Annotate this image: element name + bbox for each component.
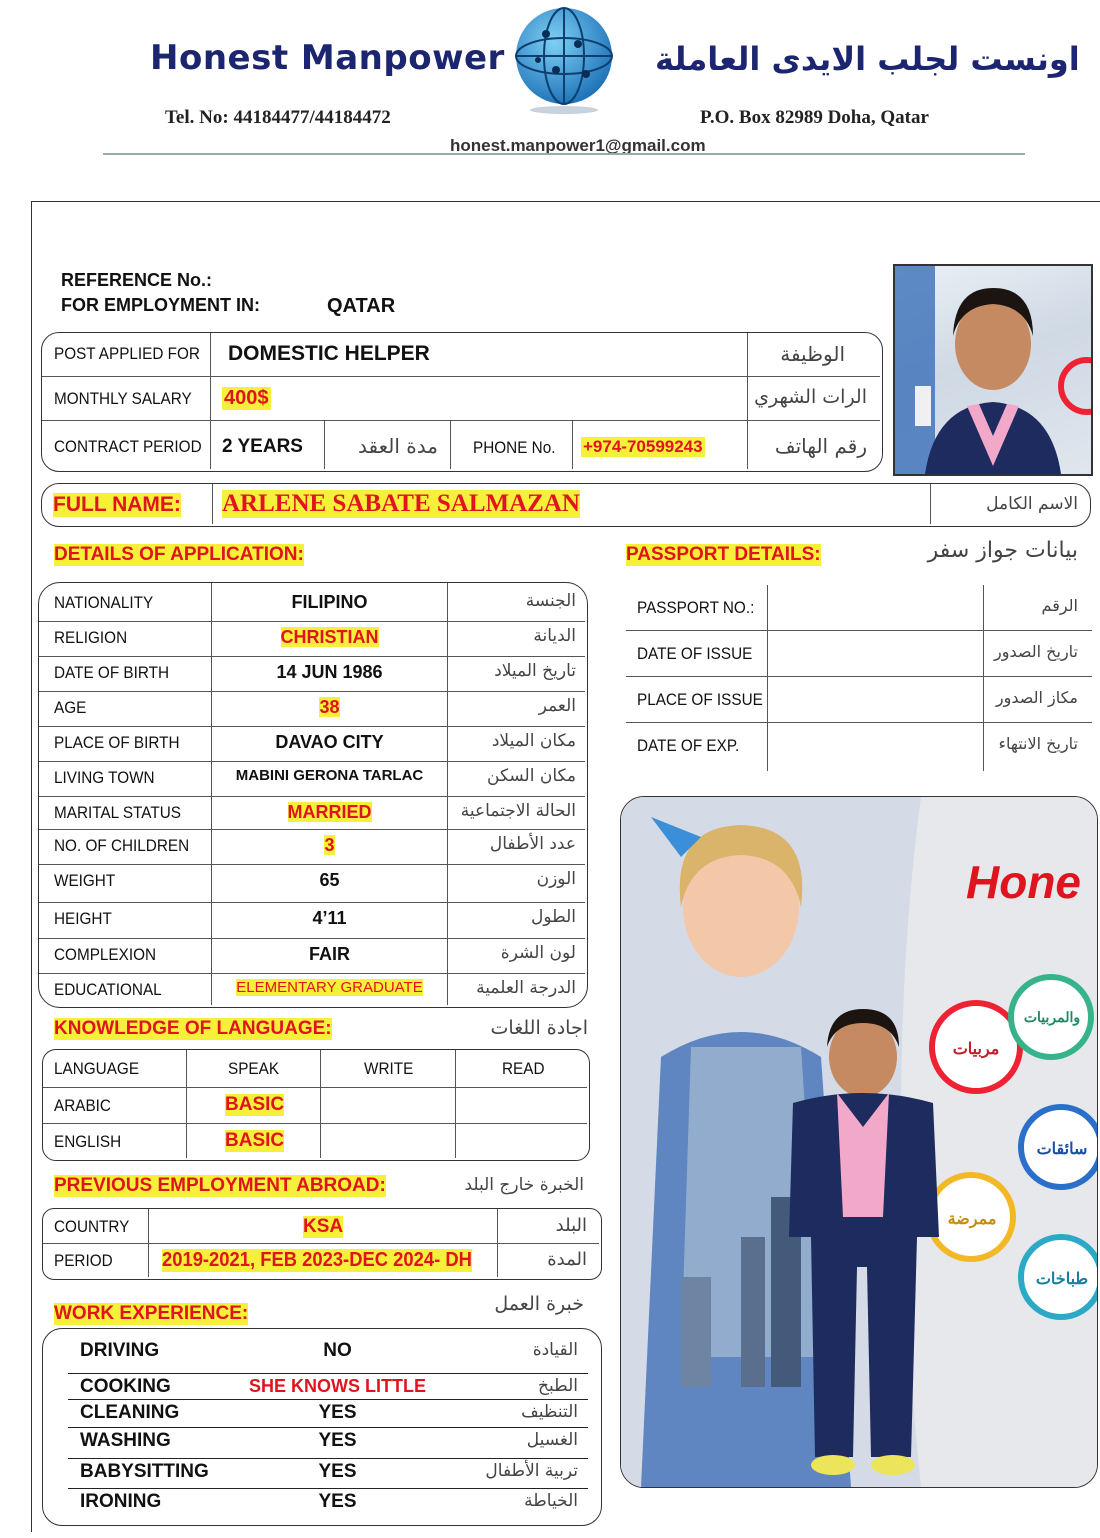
detail-label: WEIGHT	[54, 871, 116, 890]
work-skill-value: YES	[318, 1430, 357, 1451]
detail-value	[212, 870, 447, 891]
detail-value	[212, 767, 447, 784]
header-divider	[103, 153, 1025, 155]
detail-value-text: FAIR	[308, 944, 350, 964]
work-skill-label: DRIVING	[80, 1340, 160, 1361]
detail-label-ar: الحالة الاجتماعية	[460, 801, 576, 821]
phone-label: PHONE No.	[473, 438, 556, 457]
detail-label: LIVING TOWN	[54, 768, 155, 787]
applicant-full-body-photo	[620, 796, 1098, 1488]
passport-field-label-ar: الرقم	[1041, 596, 1078, 615]
passport-field-label-ar: مكاز الصدور	[995, 688, 1078, 707]
language-header-language: LANGUAGE	[54, 1059, 140, 1078]
employment-section-title: PREVIOUS EMPLOYMENT ABROAD:	[54, 1175, 386, 1196]
passport-field-label-ar: تاريخ الانتهاء	[998, 734, 1078, 753]
work-section-title: WORK EXPERIENCE:	[54, 1303, 249, 1324]
detail-label: NATIONALITY	[54, 593, 154, 612]
contract-label-ar: مدة العقد	[358, 434, 438, 458]
detail-label-ar: الجنسة	[525, 591, 576, 611]
detail-value	[212, 592, 447, 613]
detail-value-text: 65	[319, 870, 340, 890]
telephone-number: Tel. No: 44184477/44184472	[165, 107, 391, 128]
full-name-label: FULL NAME:	[53, 493, 181, 516]
work-skill-label: BABYSITTING	[80, 1461, 209, 1482]
work-section-title-ar: خبرة العمل	[494, 1293, 584, 1315]
detail-value-text: 14 JUN 1986	[276, 662, 383, 682]
photo-brand-text: Hone	[966, 856, 1081, 908]
details-section-title: DETAILS OF APPLICATION:	[54, 544, 304, 565]
detail-label: COMPLEXION	[54, 945, 157, 964]
detail-value	[212, 979, 447, 996]
work-skill-value: YES	[318, 1491, 357, 1512]
detail-label-ar: الوزن	[536, 869, 576, 889]
language-section-title-ar: اجادة اللغات	[490, 1017, 588, 1039]
employment-country-label-ar: البلد	[555, 1215, 587, 1236]
language-english: ENGLISH	[54, 1132, 122, 1151]
detail-label-ar: لون الشرة	[500, 943, 576, 963]
detail-value-text: MABINI GERONA TARLAC	[235, 767, 424, 784]
po-box: P.O. Box 82989 Doha, Qatar	[700, 107, 929, 128]
work-skill-value: YES	[318, 1461, 357, 1482]
work-skill-label-ar: التنظيف	[521, 1402, 578, 1422]
arabic-speak-level: BASIC	[225, 1094, 285, 1115]
phone-label-ar: رقم الهاتف	[774, 434, 867, 458]
detail-value-text: MARRIED	[287, 802, 372, 822]
full-name-label-ar: الاسم الكامل	[986, 494, 1078, 514]
detail-label: HEIGHT	[54, 909, 112, 928]
detail-label-ar: الطول	[531, 907, 576, 927]
work-skill-label-ar: الطبخ	[538, 1376, 578, 1396]
post-label: POST APPLIED FOR	[54, 344, 200, 363]
contract-label: CONTRACT PERIOD	[54, 437, 202, 456]
english-speak-level: BASIC	[225, 1130, 285, 1151]
language-header-read: READ	[502, 1059, 545, 1078]
employment-period-value: 2019-2021, FEB 2023-DEC 2024- DH	[162, 1249, 472, 1271]
detail-value-text: CHRISTIAN	[280, 627, 379, 647]
work-skill-label: IRONING	[80, 1491, 162, 1512]
passport-field-label-ar: تاريخ الصدور	[994, 642, 1078, 661]
photo-bubble-nurse: ممرضة	[947, 1211, 997, 1228]
detail-value	[212, 908, 447, 929]
language-arabic: ARABIC	[54, 1096, 111, 1115]
post-value: DOMESTIC HELPER	[228, 342, 430, 365]
employment-period-label: PERIOD	[54, 1251, 113, 1270]
brand-name-en: Honest Manpower	[150, 38, 505, 78]
full-name-value: ARLENE SABATE SALMAZAN	[222, 490, 580, 517]
photo-bubble-drivers: سائقات	[1036, 1141, 1088, 1158]
detail-value	[212, 627, 447, 648]
detail-value	[212, 835, 447, 856]
work-skill-label-ar: الخياطة	[524, 1491, 578, 1511]
language-header-speak: SPEAK	[228, 1059, 280, 1078]
passport-section-title-ar: بيانات جواز سفر	[927, 538, 1078, 563]
detail-value-text: ELEMENTARY GRADUATE	[236, 979, 423, 996]
passport-section-title: PASSPORT DETAILS:	[626, 544, 821, 565]
detail-label: EDUCATIONAL	[54, 980, 162, 999]
detail-value	[212, 732, 447, 753]
detail-label: AGE	[54, 698, 87, 717]
post-label-ar: الوظيفة	[780, 342, 845, 366]
detail-value	[212, 662, 447, 683]
email-address: honest.manpower1@gmail.com	[450, 136, 706, 155]
detail-value	[212, 802, 447, 823]
employment-country-label: COUNTRY	[54, 1217, 130, 1236]
work-skill-label: CLEANING	[80, 1402, 180, 1423]
work-skill-label-ar: تربية الأطفال	[485, 1461, 578, 1481]
detail-value-text: FILIPINO	[291, 592, 368, 612]
photo-bubble-nannies: مربيات	[952, 1041, 1000, 1058]
detail-value-text: 4’11	[312, 908, 347, 928]
detail-label-ar: تاريخ الميلاد	[494, 661, 576, 681]
reference-label: REFERENCE No.:	[61, 270, 213, 290]
detail-label: RELIGION	[54, 628, 128, 647]
work-skill-value: SHE KNOWS LITTLE	[249, 1376, 426, 1396]
language-header-write: WRITE	[364, 1059, 414, 1078]
detail-label: MARITAL STATUS	[54, 803, 181, 822]
passport-field-label: DATE OF ISSUE	[637, 644, 753, 663]
employment-period-label-ar: المدة	[547, 1249, 587, 1270]
work-skill-value: YES	[318, 1402, 357, 1423]
work-skill-label-ar: القيادة	[532, 1340, 578, 1360]
passport-field-label: DATE OF EXP.	[637, 736, 740, 755]
salary-label-ar: الرات الشهري	[754, 386, 867, 408]
detail-label-ar: عدد الأطفال	[489, 834, 576, 854]
detail-label-ar: الديانة	[533, 626, 576, 646]
applicant-portrait-photo	[893, 264, 1093, 476]
photo-bubble-cooks: طباخات	[1035, 1271, 1089, 1288]
brand-name-ar: اونست لجلب الايدى العاملة	[655, 40, 1080, 78]
phone-value: +974-70599243	[583, 437, 703, 456]
employment-label: FOR EMPLOYMENT IN:	[61, 295, 260, 315]
detail-value	[212, 697, 447, 718]
detail-label: DATE OF BIRTH	[54, 663, 170, 682]
detail-label-ar: مكان الميلاد	[491, 731, 576, 751]
employment-section-title-ar: الخبرة خارج البلد	[464, 1175, 584, 1195]
detail-label-ar: مكان السكن	[487, 766, 576, 786]
detail-label-ar: الدرجة العلمية	[476, 978, 576, 998]
detail-label: PLACE OF BIRTH	[54, 733, 180, 752]
work-skill-label: WASHING	[80, 1430, 171, 1451]
work-skill-label-ar: الغسيل	[526, 1430, 578, 1450]
photo-bubble-caregivers: والمربيات	[1023, 1009, 1081, 1025]
detail-value-text: 3	[324, 835, 335, 855]
language-section-title: KNOWLEDGE OF LANGUAGE:	[54, 1018, 332, 1039]
employment-country: QATAR	[327, 295, 396, 317]
passport-field-label: PLACE OF ISSUE	[637, 690, 763, 709]
detail-label-ar: العمر	[538, 696, 576, 716]
salary-value: 400$	[224, 387, 269, 409]
portrait-figure-icon	[895, 266, 1091, 474]
work-skill-label: COOKING	[80, 1376, 171, 1397]
detail-value-text: 38	[319, 697, 340, 717]
detail-label: NO. OF CHILDREN	[54, 836, 190, 855]
passport-field-label: PASSPORT NO.:	[637, 598, 755, 617]
detail-value	[212, 944, 447, 965]
detail-value-text: DAVAO CITY	[275, 732, 384, 752]
globe-logo-icon	[508, 4, 620, 116]
work-skill-value: NO	[323, 1340, 352, 1361]
employment-country-value: KSA	[303, 1216, 344, 1237]
salary-label: MONTHLY SALARY	[54, 389, 192, 408]
contract-value: 2 YEARS	[222, 436, 303, 457]
